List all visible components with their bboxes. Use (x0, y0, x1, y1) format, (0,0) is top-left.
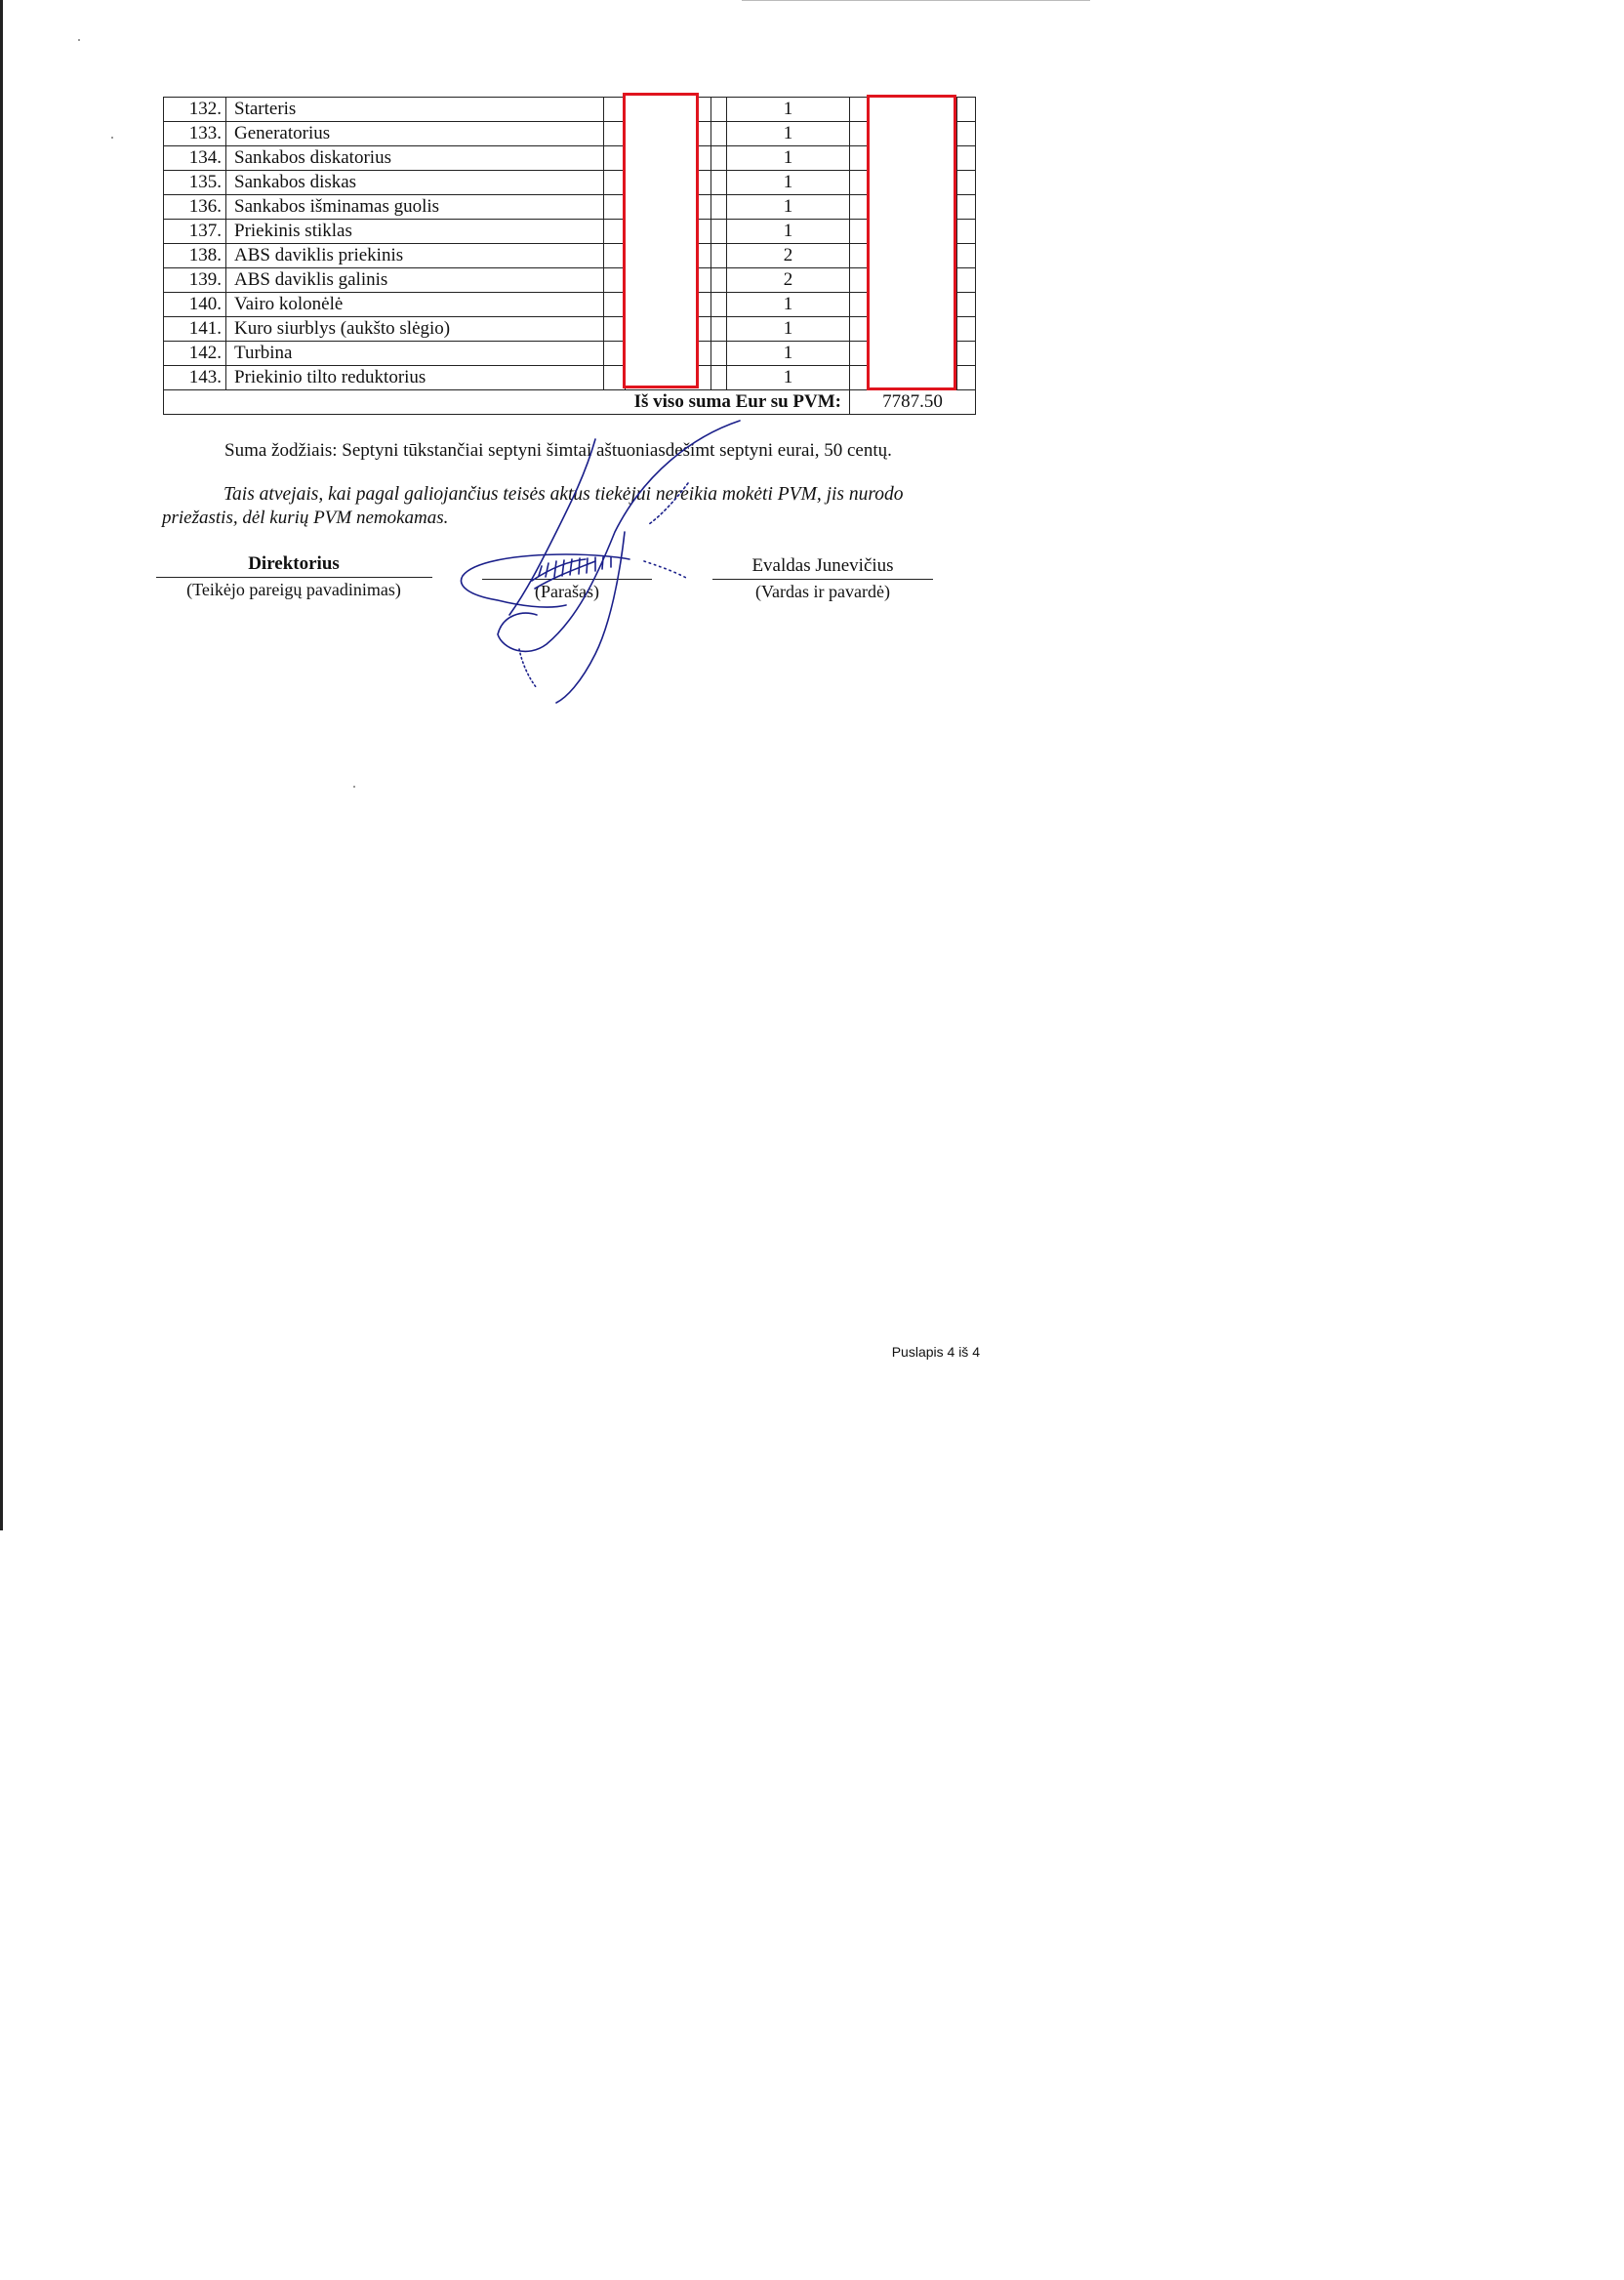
item-quantity: 2 (727, 244, 850, 268)
scan-top-edge (742, 0, 1090, 1)
row-number: 141. (164, 317, 226, 342)
empty-cell (957, 171, 976, 195)
vat-note-line-2: priežastis, dėl kurių PVM nemokamas. (162, 508, 449, 528)
name-caption: (Vardas ir pavardė) (755, 582, 890, 601)
item-quantity: 1 (727, 317, 850, 342)
handwritten-signature (449, 415, 761, 708)
scan-speck (353, 786, 355, 788)
position-caption: (Teikėjo pareigų pavadinimas) (186, 580, 401, 599)
item-quantity: 1 (727, 146, 850, 171)
empty-cell (957, 268, 976, 293)
item-name: Sankabos išminamas guolis (226, 195, 604, 220)
row-number: 138. (164, 244, 226, 268)
signature-caption: (Parašas) (535, 582, 599, 601)
table-row (164, 317, 976, 342)
row-number: 133. (164, 122, 226, 146)
empty-cell (711, 220, 727, 244)
item-name: Sankabos diskas (226, 171, 604, 195)
total-value: 7787.50 (850, 390, 976, 415)
amount-in-words: Suma žodžiais: Septyni tūkstančiai septyni šimtai aštuoniasdešimt septyni eurai, 50 centų. (224, 440, 892, 461)
position-value: Direktorius (248, 553, 340, 574)
row-number: 143. (164, 366, 226, 390)
item-name: Turbina (226, 342, 604, 366)
empty-cell (711, 244, 727, 268)
items-table-body (164, 98, 976, 415)
scan-speck (78, 39, 80, 41)
row-number: 140. (164, 293, 226, 317)
row-number: 132. (164, 98, 226, 122)
empty-cell (957, 366, 976, 390)
total-row (164, 390, 976, 415)
redaction-box-unit-price (623, 93, 699, 388)
empty-cell (711, 171, 727, 195)
table-row (164, 146, 976, 171)
row-number: 142. (164, 342, 226, 366)
table-row (164, 366, 976, 390)
total-label: Iš viso suma Eur su PVM: (164, 390, 850, 415)
item-quantity: 1 (727, 342, 850, 366)
items-table (163, 97, 976, 415)
item-name: Kuro siurblys (aukšto slėgio) (226, 317, 604, 342)
vat-note-line-1: Tais atvejais, kai pagal galiojančius teisės aktus tiekėjui nereikia mokėti PVM, jis nurodo (223, 484, 904, 505)
table-row (164, 122, 976, 146)
empty-cell (711, 342, 727, 366)
page-number: Puslapis 4 iš 4 (891, 1344, 980, 1360)
empty-cell (957, 342, 976, 366)
table-row (164, 195, 976, 220)
empty-cell (711, 98, 727, 122)
item-name: Sankabos diskatorius (226, 146, 604, 171)
item-quantity: 1 (727, 195, 850, 220)
item-name: Priekinis stiklas (226, 220, 604, 244)
position-underline (156, 577, 432, 578)
empty-cell (957, 244, 976, 268)
scan-speck (111, 137, 113, 139)
empty-cell (711, 122, 727, 146)
scan-left-edge (0, 0, 3, 1530)
empty-cell (957, 122, 976, 146)
table-row (164, 244, 976, 268)
empty-cell (711, 195, 727, 220)
empty-cell (957, 195, 976, 220)
item-name: Priekinio tilto reduktorius (226, 366, 604, 390)
table-row (164, 98, 976, 122)
empty-cell (711, 268, 727, 293)
empty-cell (711, 293, 727, 317)
item-name: Generatorius (226, 122, 604, 146)
item-quantity: 1 (727, 122, 850, 146)
item-quantity: 1 (727, 366, 850, 390)
empty-cell (711, 146, 727, 171)
empty-cell (957, 317, 976, 342)
empty-cell (711, 317, 727, 342)
table-row (164, 268, 976, 293)
item-quantity: 1 (727, 293, 850, 317)
empty-cell (957, 293, 976, 317)
item-name: Starteris (226, 98, 604, 122)
item-quantity: 1 (727, 171, 850, 195)
item-name: ABS daviklis priekinis (226, 244, 604, 268)
empty-cell (957, 98, 976, 122)
empty-cell (711, 366, 727, 390)
empty-cell (957, 146, 976, 171)
table-row (164, 342, 976, 366)
item-quantity: 1 (727, 220, 850, 244)
row-number: 136. (164, 195, 226, 220)
row-number: 137. (164, 220, 226, 244)
item-quantity: 1 (727, 98, 850, 122)
redaction-box-line-total (867, 95, 956, 390)
table-row (164, 220, 976, 244)
item-name: Vairo kolonėlė (226, 293, 604, 317)
table-row (164, 171, 976, 195)
table-row (164, 293, 976, 317)
name-value: Evaldas Junevičius (751, 555, 894, 576)
item-quantity: 2 (727, 268, 850, 293)
item-name: ABS daviklis galinis (226, 268, 604, 293)
empty-cell (957, 220, 976, 244)
row-number: 135. (164, 171, 226, 195)
row-number: 134. (164, 146, 226, 171)
row-number: 139. (164, 268, 226, 293)
